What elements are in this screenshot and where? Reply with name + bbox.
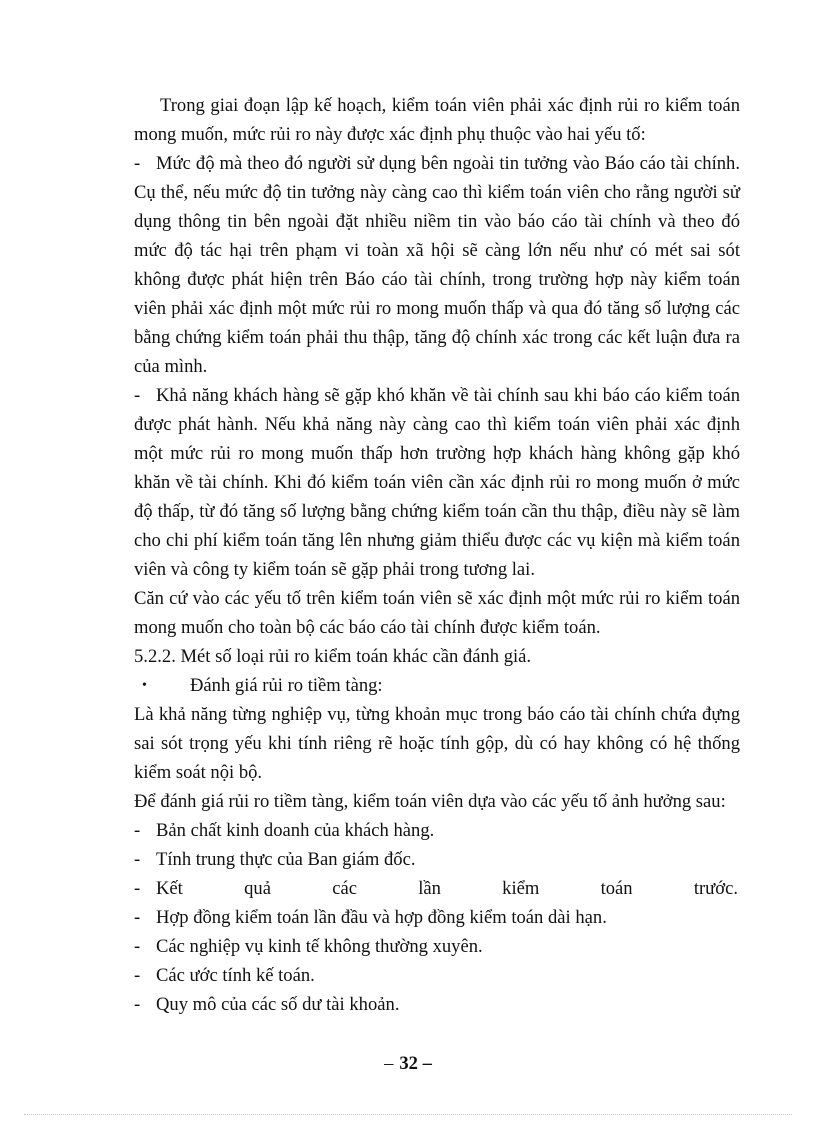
- factor-paragraph-2: [134, 381, 740, 584]
- dash-marker: -: [134, 820, 141, 841]
- page-number-suffix: –: [422, 1053, 432, 1074]
- list-item-word: trước.: [693, 878, 738, 899]
- list-item-word: kiểm: [502, 878, 540, 899]
- conclusion-paragraph: [134, 584, 740, 642]
- bullet-icon: •: [142, 678, 147, 693]
- page-number-value: 32: [399, 1053, 418, 1074]
- list-item-text: Bản chất kinh doanh của khách hàng.: [156, 820, 435, 841]
- list-item: [134, 961, 740, 990]
- list-item-word: toán: [600, 878, 633, 899]
- factor-paragraph-1: [134, 149, 740, 381]
- dash-marker: -: [134, 385, 141, 406]
- dash-marker: -: [134, 936, 141, 957]
- factor-paragraph-2-text: Khả năng khách hàng sẽ gặp khó khăn về tài chính sau khi báo cáo kiểm toán được phát hành. Nếu khả năng này càng cao thì kiểm toán viên phải xác định một mức rủi ro mong muốn thấp hơn trường hợp khách hàng không gặp khó khăn về tài chính. Khi đó kiểm toán viên cần xác định rủi ro mong muốn ở mức độ thấp, từ đó tăng số lượng bằng chứng kiểm toán cần thu thập, điều này sẽ làm cho chi phí kiểm toán tăng lên nhưng giảm thiểu được các vụ kiện mà kiểm toán viên và công ty kiểm toán sẽ gặp phải trong tương lai.: [134, 385, 740, 580]
- list-item: [134, 932, 740, 961]
- list-item-justified-text: [156, 874, 738, 903]
- list-item: [134, 903, 740, 932]
- factors-intro-paragraph-text: Để đánh giá rủi ro tiềm tàng, kiểm toán viên dựa vào các yếu tố ảnh hưởng sau:: [134, 791, 726, 812]
- page-body: [134, 91, 740, 1019]
- list-item-text: Quy mô của các số dư tài khoản.: [156, 994, 400, 1015]
- list-item-text: Tính trung thực của Ban giám đốc.: [156, 849, 416, 870]
- page-number: [0, 1053, 816, 1075]
- list-item: [134, 990, 740, 1019]
- bullet-subheading-text: Đánh giá rủi ro tiềm tàng:: [190, 675, 383, 696]
- definition-paragraph: [134, 700, 740, 787]
- dash-marker: -: [134, 994, 141, 1015]
- list-item-text: Hợp đồng kiểm toán lần đầu và hợp đồng kiểm toán dài hạn.: [156, 907, 607, 928]
- section-heading: [134, 642, 740, 671]
- intro-paragraph-text: Trong giai đoạn lập kế hoạch, kiểm toán viên phải xác định rủi ro kiểm toán mong muốn, mức rủi ro này được xác định phụ thuộc vào hai yếu tố:: [134, 95, 740, 145]
- factors-intro-paragraph: [134, 787, 740, 816]
- list-item: [134, 845, 740, 874]
- dash-marker: -: [134, 965, 141, 986]
- list-item-word: quả: [244, 878, 271, 899]
- definition-paragraph-text: Là khả năng từng nghiệp vụ, từng khoản mục trong báo cáo tài chính chứa đựng sai sót trọng yếu khi tính riêng rẽ hoặc tính gộp, dù có hay không có hệ thống kiểm soát nội bộ.: [134, 704, 740, 783]
- list-item-text: Các nghiệp vụ kinh tế không thường xuyên.: [156, 936, 483, 957]
- factor-paragraph-1-text: Mức độ mà theo đó người sử dụng bên ngoài tin tưởng vào Báo cáo tài chính. Cụ thể, nếu mức độ tin tưởng này càng cao thì kiểm toán viên cho rằng người sử dụng thông tin bên ngoài đặt nhiều niềm tin vào báo cáo tài chính và theo đó mức độ tác hại trên phạm vi toàn xã hội sẽ càng lớn nếu như có mét sai sót không được phát hiện trên Báo cáo tài chính, trong trường hợp này kiểm toán viên phải xác định một mức rủi ro mong muốn thấp và qua đó tăng số lượng các bằng chứng kiểm toán phải thu thập, tăng độ chính xác trong các kết luận đưa ra của mình.: [134, 153, 740, 377]
- list-item: [134, 816, 740, 845]
- conclusion-paragraph-text: Căn cứ vào các yếu tố trên kiểm toán viên sẽ xác định một mức rủi ro kiểm toán mong muốn cho toàn bộ các báo cáo tài chính được kiểm toán.: [134, 588, 740, 638]
- list-item-word: các: [332, 878, 357, 899]
- list-item: [134, 874, 740, 903]
- dash-marker: -: [134, 907, 141, 928]
- page-bottom-divider: [24, 1114, 792, 1115]
- intro-paragraph: [134, 91, 740, 149]
- dash-marker: -: [134, 878, 141, 899]
- list-item-word: lần: [418, 878, 441, 899]
- list-item-word: Kết: [156, 878, 183, 899]
- dash-marker: -: [134, 849, 141, 870]
- bullet-subheading: [134, 671, 740, 700]
- list-item-text: Các ước tính kế toán.: [156, 965, 315, 986]
- page-number-prefix: –: [384, 1053, 394, 1074]
- section-heading-text: 5.2.2. Mét số loại rủi ro kiểm toán khác cần đánh giá.: [134, 646, 532, 667]
- dash-marker: -: [134, 153, 141, 174]
